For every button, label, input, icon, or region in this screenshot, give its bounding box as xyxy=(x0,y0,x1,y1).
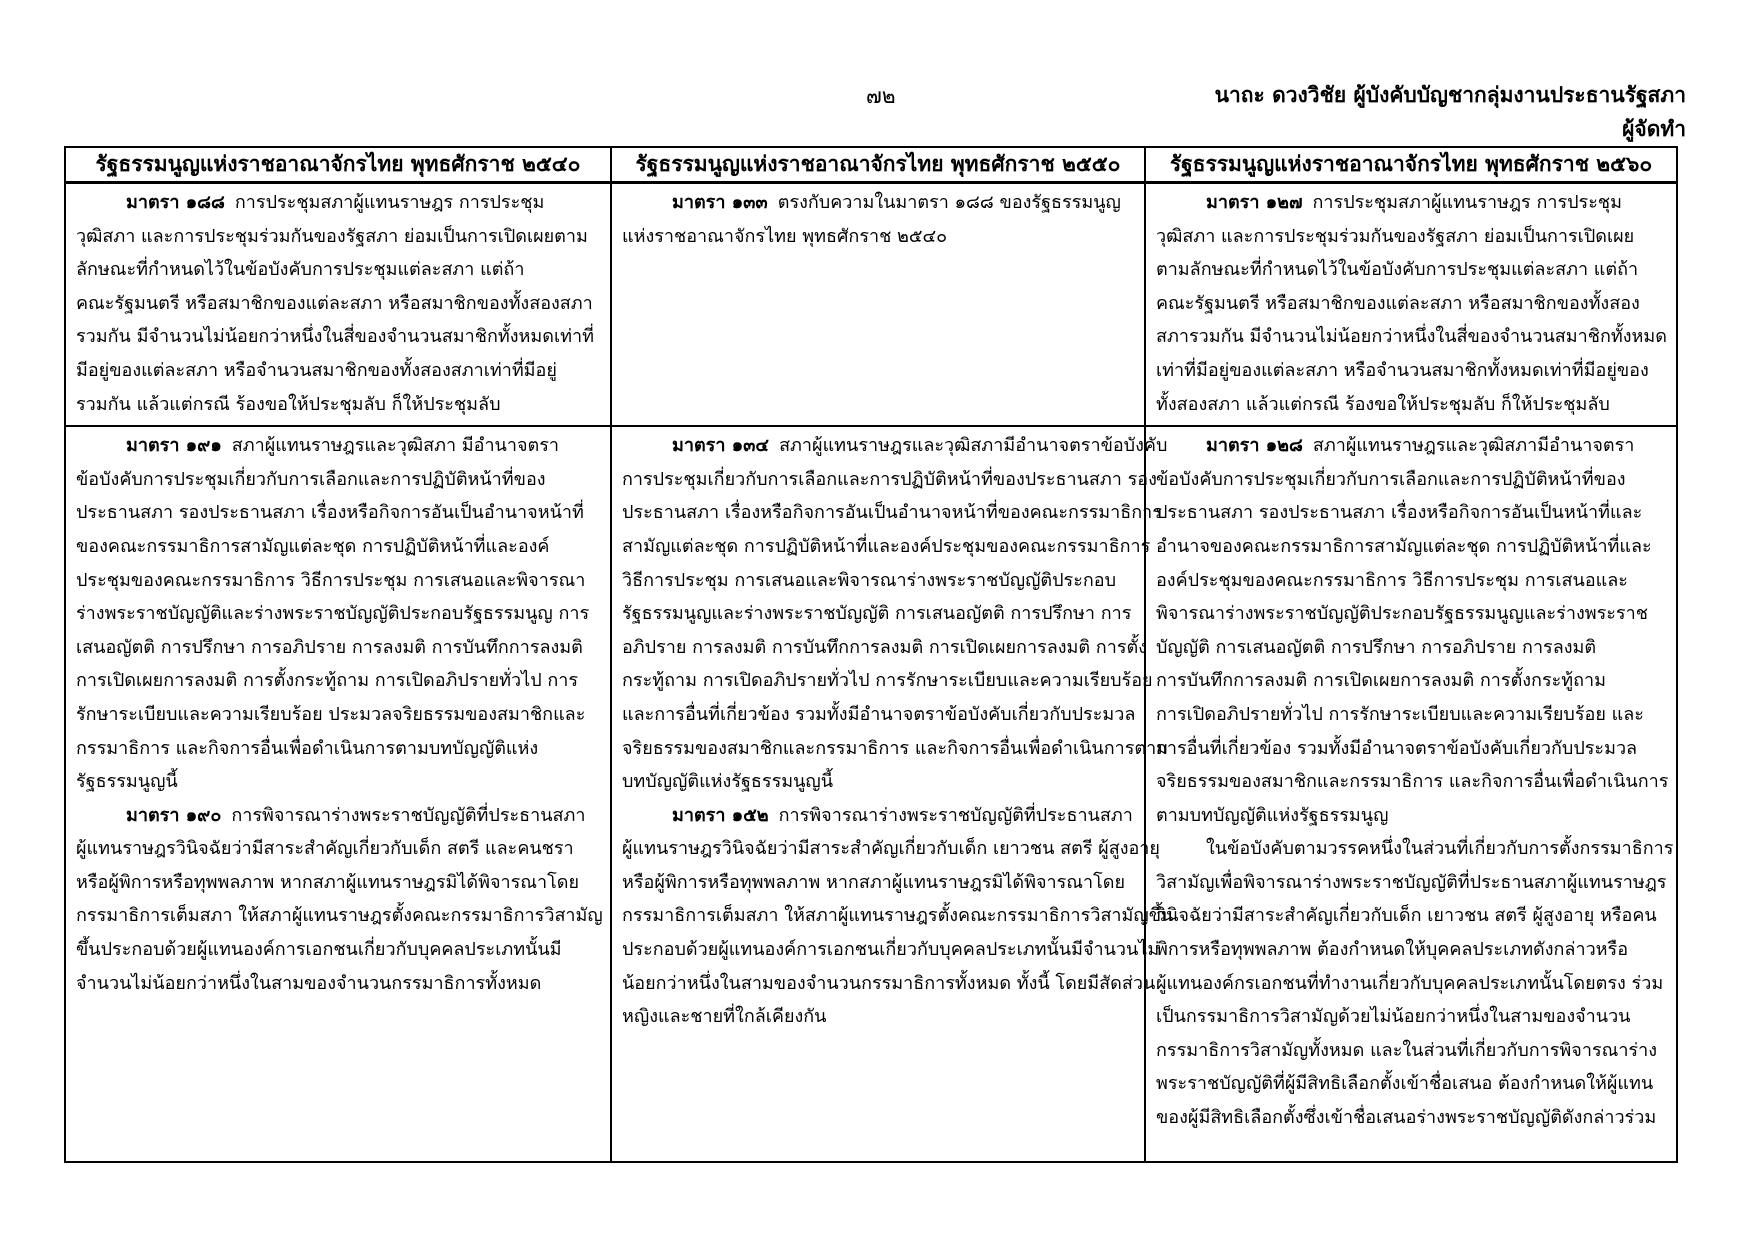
section-text: เท่าที่มีอยู่ของแต่ละสภา หรือจำนวนสมาชิกทั้งหมดเท่าที่มีอยู่ของ xyxy=(1156,359,1649,381)
text-line xyxy=(76,220,602,254)
section-text: สภาผู้แทนราษฎรและวุฒิสภามีอำนาจตรา xyxy=(1312,435,1635,457)
text-line xyxy=(1156,1034,1668,1068)
text-line xyxy=(1156,320,1668,354)
text-line xyxy=(1156,496,1668,530)
text-line xyxy=(1156,597,1668,631)
section-text: สภารวมกัน มีจำนวนไม่น้อยกว่าหนึ่งในสี่ของจำนวนสมาชิกทั้งหมด xyxy=(1156,326,1667,348)
text-line xyxy=(76,564,602,598)
section-paragraph xyxy=(76,799,602,1001)
constitution-comparison-table xyxy=(64,146,1678,1163)
text-line xyxy=(1156,287,1668,321)
section-text: ประธานสภา รองประธานสภา เรื่องหรือกิจการอันเป็นหน้าที่และ xyxy=(1156,502,1643,524)
section-text: ตรงกับความในมาตรา ๑๘๘ ของรัฐธรรมนูญ xyxy=(777,192,1121,213)
text-line xyxy=(622,1000,1136,1034)
section-text: ในข้อบังคับตามวรรคหนึ่งในส่วนที่เกี่ยวกับการตั้งกรรมาธิการ xyxy=(1206,838,1674,860)
section-label: มาตรา ๑๓๔ xyxy=(672,435,770,457)
table-cell xyxy=(611,183,1145,427)
section-text: ทั้งสองสภา แล้วแต่กรณี ร้องขอให้ประชุมลับ ก็ให้ประชุมลับ xyxy=(1156,393,1610,415)
text-line xyxy=(76,354,602,388)
text-line xyxy=(1156,186,1668,220)
text-line xyxy=(622,564,1136,598)
section-text: ข้อบังคับการประชุมเกี่ยวกับการเลือกและการปฏิบัติหน้าที่ของ xyxy=(76,468,546,490)
section-text: วุฒิสภา และการประชุมร่วมกันของรัฐสภา ย่อมเป็นการเปิดเผยตาม xyxy=(76,225,588,247)
section-text: วิธีการประชุม การเสนอและพิจารณาร่างพระราชบัญญัติประกอบ xyxy=(622,569,1116,591)
text-line xyxy=(76,698,602,732)
section-text: การเปิดเผยการลงมติ การตั้งกระทู้ถาม การเปิดอภิปรายทั่วไป การ xyxy=(76,670,579,692)
table-cell xyxy=(1145,183,1677,427)
section-text: ผู้แทนราษฎรวินิจฉัยว่ามีสาระสำคัญเกี่ยวกับเด็ก เยาวชน สตรี ผู้สูงอายุ xyxy=(622,838,1160,860)
section-text: พิการหรือทุพพลภาพ ต้องกำหนดให้บุคคลประเภทดังกล่าวหรือ xyxy=(1156,939,1629,961)
text-line xyxy=(76,967,602,1001)
section-text: ตามบทบัญญัติแห่งรัฐธรรมนูญ xyxy=(1156,804,1389,826)
column-header-2560: รัฐธรรมนูญแห่งราชอาณาจักรไทย พุทธศักราช ๒๕๖๐ xyxy=(1145,147,1677,183)
section-text: กรรมาธิการเต็มสภา ให้สภาผู้แทนราษฎรตั้งคณะกรรมาธิการวิสามัญขึ้น xyxy=(622,905,1174,927)
text-line xyxy=(622,866,1136,900)
table-row xyxy=(65,426,1677,1162)
section-text: อำนาจของคณะกรรมาธิการสามัญแต่ละชุด การปฏิบัติหน้าที่และ xyxy=(1156,535,1652,557)
section-label: มาตรา ๑๒๗ xyxy=(1206,192,1303,213)
section-label: มาตรา ๑๙๐ xyxy=(126,804,222,826)
table-row xyxy=(65,183,1677,427)
text-line xyxy=(76,866,602,900)
section-paragraph xyxy=(76,429,602,799)
text-line xyxy=(1156,463,1668,497)
text-line xyxy=(1156,933,1668,967)
text-line xyxy=(1156,253,1668,287)
text-line xyxy=(76,320,602,354)
text-line xyxy=(622,496,1162,530)
section-text: ตามลักษณะที่กำหนดไว้ในข้อบังคับการประชุมแต่ละสภา แต่ถ้า xyxy=(1156,259,1639,281)
section-text: หญิงและชายที่ใกล้เคียงกัน xyxy=(622,1006,827,1028)
section-paragraph xyxy=(76,186,602,421)
section-text: สามัญแต่ละชุด การปฏิบัติหน้าที่และองค์ประชุมของคณะกรรมาธิการ xyxy=(622,535,1151,557)
text-line xyxy=(622,698,1136,732)
text-line xyxy=(76,496,602,530)
text-line xyxy=(1156,698,1668,732)
text-line xyxy=(76,899,602,933)
text-line xyxy=(1156,866,1668,900)
section-text: กระทู้ถาม การเปิดอภิปรายทั่วไป การรักษาระเบียบและความเรียบร้อย xyxy=(622,670,1153,692)
section-text: การประชุมเกี่ยวกับการเลือกและการปฏิบัติหน้าที่ของประธานสภา รอง xyxy=(622,468,1157,490)
section-text: การบันทึกการลงมติ การเปิดเผยการลงมติ การตั้งกระทู้ถาม xyxy=(1156,670,1607,692)
section-text: บทบัญญัติแห่งรัฐธรรมนูญนี้ xyxy=(622,771,834,793)
section-text: เสนอญัตติ การปรึกษา การอภิปราย การลงมติ การบันทึกการลงมติ xyxy=(76,636,583,658)
section-text: ประธานสภา เรื่องหรือกิจการอันเป็นอำนาจหน้าที่ของคณะกรรมาธิการ xyxy=(622,502,1162,524)
column-header-2550: รัฐธรรมนูญแห่งราชอาณาจักรไทย พุทธศักราช ๒๕๕๐ xyxy=(611,147,1145,183)
text-line xyxy=(1156,832,1674,866)
section-text: จำนวนไม่น้อยกว่าหนึ่งในสามของจำนวนกรรมาธิการทั้งหมด xyxy=(76,972,542,994)
section-paragraph xyxy=(1156,186,1668,421)
section-text: ผู้แทนราษฎรวินิจฉัยว่ามีสาระสำคัญเกี่ยวกับเด็ก สตรี และคนชรา xyxy=(76,838,574,860)
text-line xyxy=(1156,354,1668,388)
text-line xyxy=(1156,530,1668,564)
text-line xyxy=(622,530,1151,564)
text-line xyxy=(1156,631,1668,665)
text-line xyxy=(622,429,1168,463)
section-paragraph xyxy=(622,186,1136,253)
section-label: มาตรา ๑๘๘ xyxy=(126,192,225,213)
section-text: คณะรัฐมนตรี หรือสมาชิกของแต่ละสภา หรือสมาชิกของทั้งสอง xyxy=(1156,292,1640,314)
section-text: วุฒิสภา และการประชุมร่วมกันของรัฐสภา ย่อมเป็นการเปิดเผย xyxy=(1156,225,1635,247)
section-text: ลักษณะที่กำหนดไว้ในข้อบังคับการประชุมแต่ละสภา แต่ถ้า xyxy=(76,259,525,281)
section-text: รวมกัน มีจำนวนไม่น้อยกว่าหนึ่งในสี่ของจำนวนสมาชิกทั้งหมดเท่าที่ xyxy=(76,326,594,348)
section-text: และการอื่นที่เกี่ยวข้อง รวมทั้งมีอำนาจตราข้อบังคับเกี่ยวกับประมวล xyxy=(622,703,1136,725)
text-line xyxy=(76,832,602,866)
column-header-2540: รัฐธรรมนูญแห่งราชอาณาจักรไทย พุทธศักราช ๒๕๔๐ xyxy=(65,147,611,183)
text-line xyxy=(76,732,602,766)
text-line xyxy=(1156,1101,1668,1135)
text-line xyxy=(622,597,1136,631)
text-line xyxy=(1156,765,1668,799)
section-text: การพิจารณาร่างพระราชบัญญัติที่ประธานสภา xyxy=(231,804,586,826)
text-line xyxy=(622,220,1136,254)
section-text: การพิจารณาร่างพระราชบัญญัติที่ประธานสภา xyxy=(778,804,1133,826)
section-text: ข้อบังคับการประชุมเกี่ยวกับการเลือกและการปฏิบัติหน้าที่ของ xyxy=(1156,468,1626,490)
section-text: การเปิดอภิปรายทั่วไป การรักษาระเบียบและความเรียบร้อย และ xyxy=(1156,703,1644,725)
section-text: รักษาระเบียบและความเรียบร้อย ประมวลจริยธรรมของสมาชิกและ xyxy=(76,703,586,725)
text-line xyxy=(622,186,1136,220)
section-text: รัฐธรรมนูญและร่างพระราชบัญญัติ การเสนอญัตติ การปรึกษา การ xyxy=(622,603,1132,625)
text-line xyxy=(622,933,1160,967)
section-label: มาตรา ๑๓๓ xyxy=(672,192,768,213)
section-text: ผู้แทนองค์กรเอกชนที่ทำงานเกี่ยวกับบุคคลประเภทนั้นโดยตรง ร่วม xyxy=(1156,972,1664,994)
section-text: กรรมาธิการวิสามัญทั้งหมด และในส่วนที่เกี่ยวกับการพิจารณาร่าง xyxy=(1156,1039,1657,1061)
table-cell xyxy=(1145,426,1677,1162)
section-label: มาตรา ๑๕๒ xyxy=(672,804,769,826)
section-text: การอื่นที่เกี่ยวข้อง รวมทั้งมีอำนาจตราข้อบังคับเกี่ยวกับประมวล xyxy=(1156,737,1638,759)
section-text: ประกอบด้วยผู้แทนองค์การเอกชนเกี่ยวกับบุคคลประเภทนั้นมีจำนวนไม่ xyxy=(622,939,1160,961)
text-line xyxy=(1156,564,1668,598)
section-text: แห่งราชอาณาจักรไทย พุทธศักราช ๒๕๔๐ xyxy=(622,225,948,247)
text-line xyxy=(76,186,602,220)
text-line xyxy=(76,388,602,422)
section-text: การประชุมสภาผู้แทนราษฎร การประชุม xyxy=(234,192,545,213)
section-text: พิจารณาร่างพระราชบัญญัติประกอบรัฐธรรมนูญและร่างพระราช xyxy=(1156,603,1648,625)
section-text: สภาผู้แทนราษฎรและวุฒิสภา มีอำนาจตรา xyxy=(231,435,559,457)
text-line xyxy=(622,799,1136,833)
section-text: ของคณะกรรมาธิการสามัญแต่ละชุด การปฏิบัติหน้าที่และองค์ xyxy=(76,535,550,557)
page-number: ๗๒ xyxy=(866,84,896,108)
text-line xyxy=(622,765,1136,799)
text-line xyxy=(1156,899,1668,933)
text-line xyxy=(76,287,602,321)
section-text: เป็นกรรมาธิการวิสามัญด้วยไม่น้อยกว่าหนึ่งในสามของจำนวน xyxy=(1156,1006,1631,1028)
section-text: จริยธรรมของสมาชิกและกรรมาธิการ และกิจการอื่นเพื่อดำเนินการ xyxy=(1156,771,1669,793)
text-line xyxy=(622,664,1153,698)
section-text: ของผู้มีสิทธิเลือกตั้งซึ่งเข้าชื่อเสนอร่างพระราชบัญญัติดังกล่าวร่วม xyxy=(1156,1107,1657,1129)
section-text: กรรมาธิการเต็มสภา ให้สภาผู้แทนราษฎรตั้งคณะกรรมาธิการวิสามัญ xyxy=(76,905,603,927)
text-line xyxy=(1156,388,1668,422)
header-row xyxy=(65,147,1677,183)
section-text: วิสามัญเพื่อพิจารณาร่างพระราชบัญญัติที่ประธานสภาผู้แทนราษฎร xyxy=(1156,871,1667,893)
section-text: คณะรัฐมนตรี หรือสมาชิกของแต่ละสภา หรือสมาชิกของทั้งสองสภา xyxy=(76,292,593,314)
section-text: ประชุมของคณะกรรมาธิการ วิธีการประชุม การเสนอและพิจารณา xyxy=(76,569,586,591)
text-line xyxy=(76,597,602,631)
section-text: น้อยกว่าหนึ่งในสามของจำนวนกรรมาธิการทั้งหมด ทั้งนี้ โดยมีสัดส่วน xyxy=(622,972,1156,994)
text-line xyxy=(76,933,602,967)
text-line xyxy=(76,631,602,665)
text-line xyxy=(1156,220,1668,254)
section-text: มีอยู่ของแต่ละสภา หรือจำนวนสมาชิกของทั้งสองสภาเท่าที่มีอยู่ xyxy=(76,359,557,381)
section-text: อภิปราย การลงมติ การบันทึกการลงมติ การเปิดเผยการลงมติ การตั้ง xyxy=(622,636,1147,658)
section-text: สภาผู้แทนราษฎรและวุฒิสภามีอำนาจตราข้อบังคับ xyxy=(779,435,1168,457)
table-cell xyxy=(65,426,611,1162)
section-text: รัฐธรรมนูญนี้ xyxy=(76,771,178,793)
text-line xyxy=(1156,732,1668,766)
text-line xyxy=(76,253,602,287)
section-text: ประธานสภา รองประธานสภา เรื่องหรือกิจการอันเป็นอำนาจหน้าที่ xyxy=(76,502,584,524)
section-text: บัญญัติ การเสนอญัตติ การปรึกษา การอภิปราย การลงมติ xyxy=(1156,636,1597,658)
text-line xyxy=(1156,1067,1668,1101)
section-text: การประชุมสภาผู้แทนราษฎร การประชุม xyxy=(1312,192,1622,213)
section-text: กรรมาธิการ และกิจการอื่นเพื่อดำเนินการตามบทบัญญัติแห่ง xyxy=(76,737,539,759)
text-line xyxy=(76,664,602,698)
section-text: วินิจฉัยว่ามีสาระสำคัญเกี่ยวกับเด็ก เยาวชน สตรี ผู้สูงอายุ หรือคน xyxy=(1156,905,1657,927)
author-role: ผู้จัดทำ xyxy=(1622,117,1686,141)
section-label: มาตรา ๑๒๘ xyxy=(1206,435,1303,457)
text-line xyxy=(622,899,1174,933)
section-text: องค์ประชุมของคณะกรรมาธิการ วิธีการประชุม การเสนอและ xyxy=(1156,569,1628,591)
section-paragraph xyxy=(1156,832,1674,1134)
text-line xyxy=(622,732,1169,766)
table-cell xyxy=(611,426,1174,1162)
text-line xyxy=(76,429,602,463)
section-text: ขึ้นประกอบด้วยผู้แทนองค์การเอกชนเกี่ยวกับบุคคลประเภทนั้นมี xyxy=(76,939,562,961)
text-line xyxy=(76,799,602,833)
section-paragraph xyxy=(622,799,1174,1034)
text-line xyxy=(1156,799,1668,833)
text-line xyxy=(76,463,602,497)
author-name: นาถะ ดวงวิชัย ผู้บังคับบัญชากลุ่มงานประธานรัฐสภา xyxy=(1214,83,1686,107)
section-paragraph xyxy=(622,429,1169,799)
section-text: หรือผู้พิการหรือทุพพลภาพ หากสภาผู้แทนราษฎรมิได้พิจารณาโดย xyxy=(76,871,580,893)
text-line xyxy=(622,967,1156,1001)
section-text: ร่างพระราชบัญญัติและร่างพระราชบัญญัติประกอบรัฐธรรมนูญ การ xyxy=(76,603,590,625)
section-text: หรือผู้พิการหรือทุพพลภาพ หากสภาผู้แทนราษฎรมิได้พิจารณาโดย xyxy=(622,871,1126,893)
text-line xyxy=(76,765,602,799)
section-text: จริยธรรมของสมาชิกและกรรมาธิการ และกิจการอื่นเพื่อดำเนินการตาม xyxy=(622,737,1169,759)
section-text: รวมกัน แล้วแต่กรณี ร้องขอให้ประชุมลับ ก็ให้ประชุมลับ xyxy=(76,393,501,415)
text-line xyxy=(1156,664,1668,698)
text-line xyxy=(1156,1000,1668,1034)
text-line xyxy=(1156,429,1668,463)
author-block xyxy=(1215,78,1686,146)
section-text: พระราชบัญญัติที่ผู้มีสิทธิเลือกตั้งเข้าชื่อเสนอ ต้องกำหนดให้ผู้แทน xyxy=(1156,1073,1654,1095)
text-line xyxy=(622,832,1160,866)
text-line xyxy=(1156,967,1668,1001)
text-line xyxy=(622,631,1147,665)
section-label: มาตรา ๑๙๑ xyxy=(126,435,222,457)
section-paragraph xyxy=(1156,429,1668,832)
text-line xyxy=(622,463,1157,497)
text-line xyxy=(76,530,602,564)
table-cell xyxy=(65,183,611,427)
